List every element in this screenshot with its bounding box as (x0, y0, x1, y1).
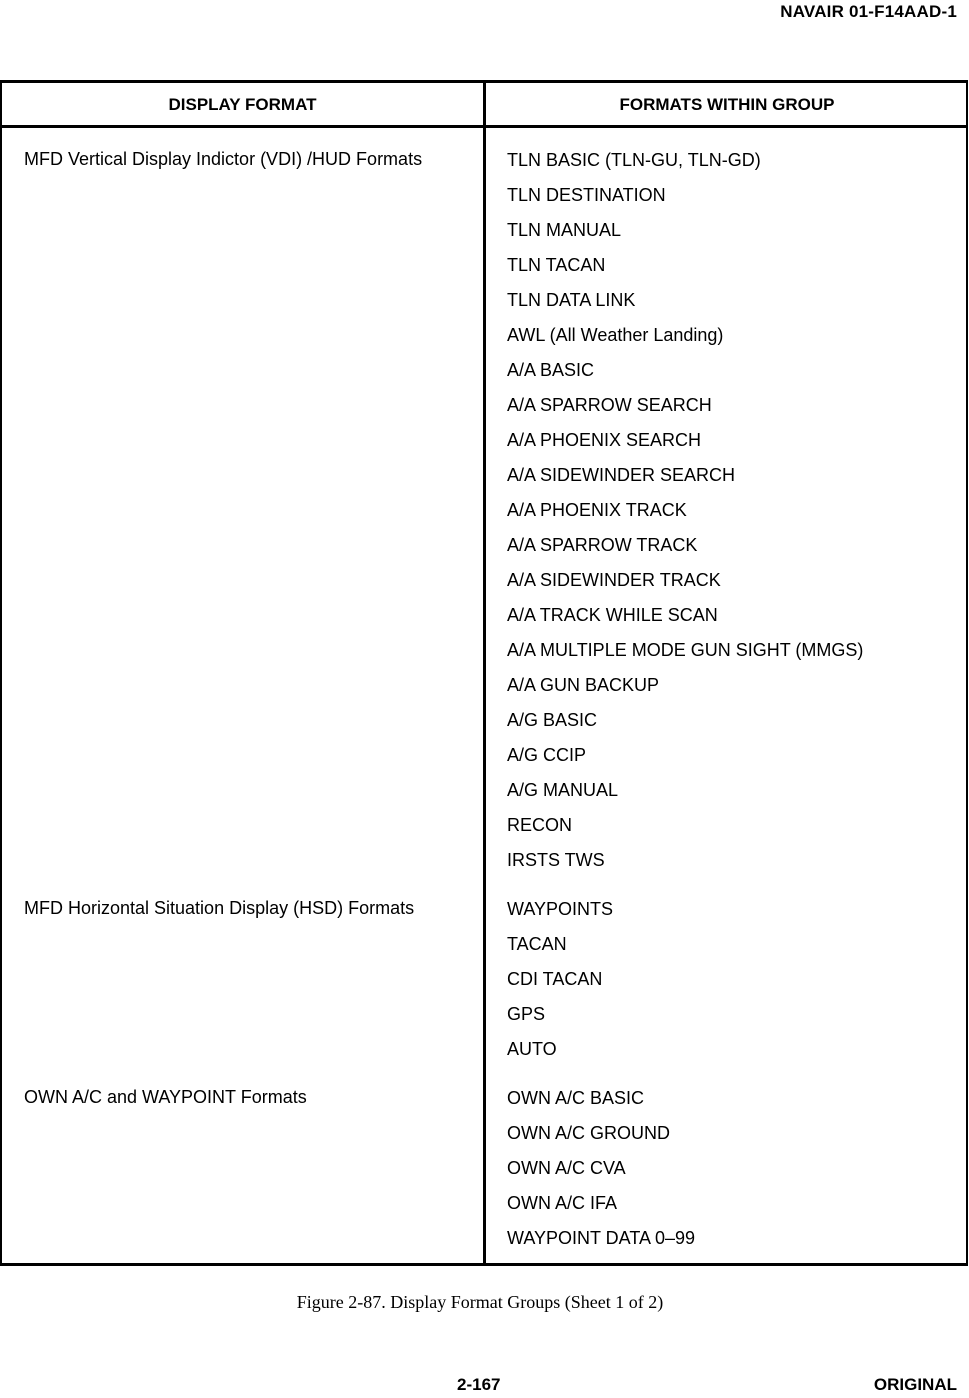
format-item: AWL (All Weather Landing) (507, 325, 724, 345)
column-divider (483, 83, 486, 1263)
format-item: OWN A/C CVA (507, 1158, 626, 1178)
format-item: A/G BASIC (507, 710, 598, 730)
format-item: A/A PHOENIX SEARCH (507, 430, 702, 450)
format-item: TLN TACAN (507, 255, 606, 275)
format-item: A/A PHOENIX TRACK (507, 500, 687, 520)
format-item: A/G CCIP (507, 745, 587, 765)
document-status: ORIGINAL (873, 1375, 957, 1394)
format-item: A/A SIDEWINDER TRACK (507, 570, 721, 590)
format-item: IRSTS TWS (507, 850, 605, 870)
group-label: OWN A/C and WAYPOINT Formats (24, 1087, 307, 1107)
format-item: RECON (507, 815, 573, 835)
format-item: TLN MANUAL (507, 220, 622, 240)
format-item: OWN A/C BASIC (507, 1088, 645, 1108)
format-item: WAYPOINTS (507, 899, 614, 919)
document-id: NAVAIR 01-F14AAD-1 (780, 2, 957, 21)
format-item: AUTO (507, 1039, 557, 1059)
format-item: TACAN (507, 934, 567, 954)
table-header (2, 83, 966, 128)
format-item: A/A MULTIPLE MODE GUN SIGHT (MMGS) (507, 640, 864, 660)
display-format-table (0, 80, 968, 1266)
format-item: CDI TACAN (507, 969, 603, 989)
group-label: MFD Horizontal Situation Display (HSD) Formats (24, 898, 415, 918)
format-item: A/A TRACK WHILE SCAN (507, 605, 718, 625)
figure-caption: Figure 2-87. Display Format Groups (Sheet 1 of 2) (296, 1292, 664, 1312)
column-header-display-format: DISPLAY FORMAT (168, 95, 317, 114)
format-item: A/G MANUAL (507, 780, 619, 800)
format-item: TLN DESTINATION (507, 185, 666, 205)
format-item: OWN A/C IFA (507, 1193, 618, 1213)
format-item: TLN DATA LINK (507, 290, 636, 310)
format-item: A/A SIDEWINDER SEARCH (507, 465, 736, 485)
format-item: A/A GUN BACKUP (507, 675, 660, 695)
group-label: MFD Vertical Display Indictor (VDI) /HUD Formats (24, 149, 423, 169)
format-item: WAYPOINT DATA 0–99 (507, 1228, 696, 1248)
format-item: A/A BASIC (507, 360, 595, 380)
column-header-formats-within-group: FORMATS WITHIN GROUP (619, 95, 835, 114)
format-item: OWN A/C GROUND (507, 1123, 671, 1143)
format-item: A/A SPARROW TRACK (507, 535, 698, 555)
format-item: TLN BASIC (TLN-GU, TLN-GD) (507, 150, 761, 170)
format-item: GPS (507, 1004, 546, 1024)
format-item: A/A SPARROW SEARCH (507, 395, 712, 415)
page-number: 2-167 (457, 1375, 501, 1394)
